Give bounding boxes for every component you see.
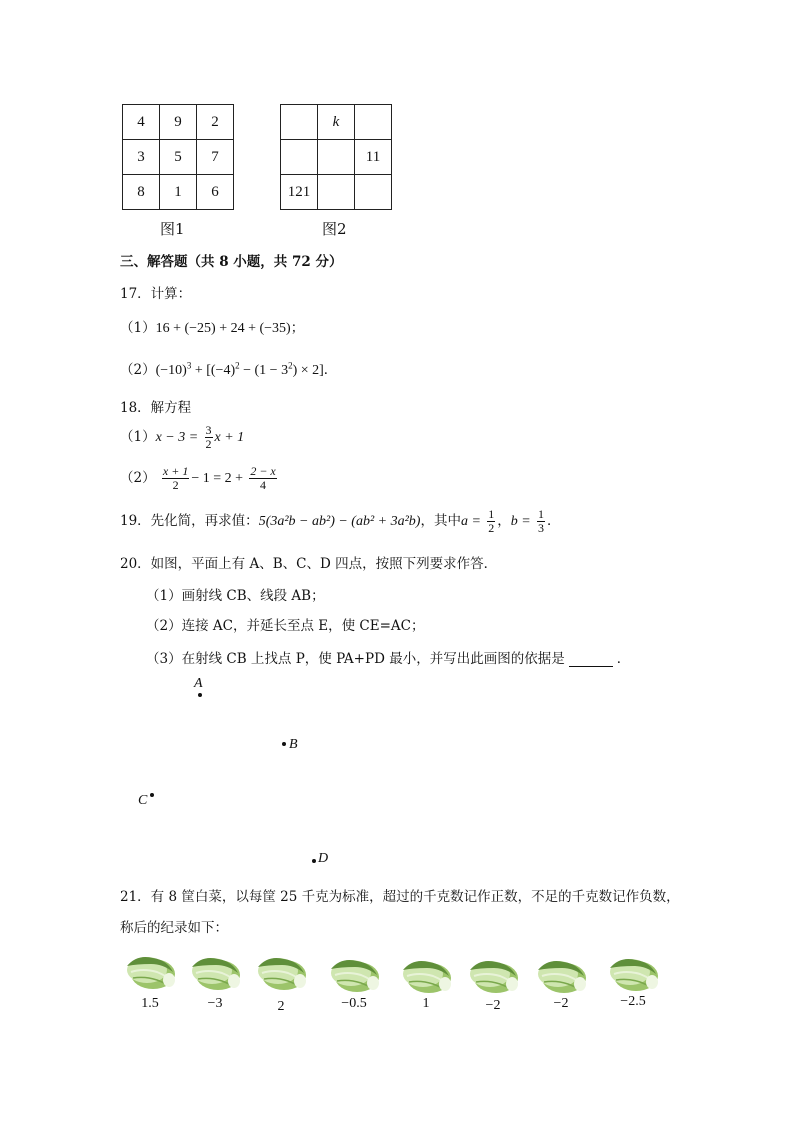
grid1-cell: 6: [197, 175, 234, 210]
q18-part1: [120, 424, 244, 451]
fraction-numerator: 2 − x: [250, 464, 276, 478]
q20-step-3: [146, 647, 630, 667]
grid2-cell: k: [318, 105, 355, 140]
q18-part2-fraction-2: [249, 465, 276, 492]
cabbage-icon: [254, 951, 308, 997]
q17-part2-end: ．: [323, 362, 338, 378]
q18-part2-fraction-1: [162, 465, 189, 492]
q18-title: 18．解方程: [120, 400, 192, 416]
q19-a-eq: a =: [460, 514, 481, 529]
q17-part2-expr-b: + [(−4): [191, 363, 236, 378]
q17-part2-exp-c: 2: [288, 360, 293, 371]
q19-b-eq: b =: [510, 514, 531, 529]
cabbage-weight-value: −2.5: [620, 994, 646, 1009]
q17-part1: [120, 316, 304, 337]
point-a-dot: [198, 693, 202, 697]
cabbage-weight-value: −3: [207, 996, 223, 1011]
point-b-label: B: [289, 737, 298, 752]
q20-step-3-end: ．: [616, 651, 631, 667]
q17-part2-exp-b: 2: [235, 360, 240, 371]
grid1-cell: 8: [123, 175, 160, 210]
cabbage-icon: [399, 954, 453, 1000]
cabbage-weight-value: −2: [553, 996, 569, 1011]
q17-part1-expr: 16 + (−25) + 24 + (−35): [155, 321, 291, 336]
q20-title: 20．如图，平面上有 A、B、C、D 四点，按照下列要求作答．: [120, 556, 498, 572]
q19-sep: ，: [497, 513, 511, 529]
q18-part1-label: （1）: [120, 429, 156, 445]
grid1-cell: 3: [123, 140, 160, 175]
fraction-numerator: 3: [205, 423, 212, 437]
q18-part2-mid: − 1 = 2 +: [191, 471, 244, 486]
grid1-cell: 7: [197, 140, 234, 175]
q20-step-2: （2）连接 AC，并延长至点 E，使 CE=AC；: [146, 618, 425, 634]
q19-expression: 5(3a²b − ab²) − (ab² + 3a²b): [258, 514, 421, 529]
grid2-cell: [355, 105, 392, 140]
q21-line-1: 21．有 8 筐白菜，以每筐 25 千克为标准，超过的千克数记作正数，不足的千克数记作负数，: [120, 889, 680, 905]
q17-title: 17．计算：: [120, 286, 192, 302]
grid2-caption: 图2: [322, 220, 347, 238]
q17-part1-label: （1）: [120, 320, 156, 336]
grid1-cell: 1: [160, 175, 197, 210]
q19-prefix: 19．先化简，再求值：: [120, 513, 259, 529]
q19-mid: ，其中: [420, 513, 461, 529]
grid2-cell: 11: [355, 140, 392, 175]
q18-part2-label: （2）: [120, 470, 156, 486]
grid1-cell: 4: [123, 105, 160, 140]
q17-part2-exp-a: 3: [186, 360, 192, 371]
q20-step-1: （1）画射线 CB、线段 AB；: [146, 588, 325, 604]
cabbage-weight-value: −2: [485, 998, 501, 1013]
q19-end: ．: [546, 513, 561, 529]
magic-square-grid-2: [280, 104, 392, 210]
q17-part2-expr-d: ) × 2]: [292, 363, 324, 378]
cabbage-icon: [466, 954, 520, 1000]
cabbage-weight-value: −0.5: [341, 996, 367, 1011]
point-a-label: A: [194, 676, 203, 691]
q17-part2-expr-c: − (1 − 3: [239, 363, 289, 378]
fraction-denominator: 2: [488, 521, 495, 535]
q20-step-3-text: （3）在射线 CB 上找点 P，使 PA+PD 最小，并写出此画图的依据是: [146, 651, 565, 667]
cabbage-weight-value: 2: [277, 999, 285, 1014]
point-d-dot: [312, 859, 316, 863]
grid2-cell: 121: [281, 175, 318, 210]
fraction-numerator: 1: [488, 507, 495, 521]
fraction-denominator: 4: [260, 478, 267, 492]
q18-part2: [120, 465, 279, 492]
point-b-dot: [282, 742, 286, 746]
fraction-numerator: x + 1: [162, 464, 189, 478]
point-c-label: C: [138, 793, 148, 808]
grid1-cell: 5: [160, 140, 197, 175]
q17-part1-end: ；: [290, 320, 305, 336]
q17-part2-label: （2）: [120, 362, 156, 378]
cabbage-icon: [327, 953, 381, 999]
section-heading: 三、解答题（共 8 小题，共 72 分）: [120, 254, 343, 270]
fraction-numerator: 1: [537, 507, 544, 521]
cabbage-icon: [188, 951, 242, 997]
fraction-denominator: 2: [172, 478, 179, 492]
magic-square-grid-1: [122, 104, 234, 210]
q21-line-2: 称后的纪录如下：: [120, 920, 228, 936]
grid2-cell: [281, 140, 318, 175]
point-c-dot: [150, 793, 154, 797]
q18-part1-rhs: x + 1: [214, 430, 245, 445]
q18-part1-lhs: x − 3 =: [155, 430, 199, 445]
grid2-cell: [355, 175, 392, 210]
fraction-denominator: 2: [205, 437, 212, 451]
point-d-label: D: [318, 851, 329, 866]
answer-blank: [569, 654, 613, 667]
grid2-cell: [318, 175, 355, 210]
cabbage-weight-value: 1: [422, 996, 430, 1011]
grid2-cell: [318, 140, 355, 175]
q17-part2: [120, 358, 337, 379]
q19-line: [120, 508, 560, 535]
grid1-caption: 图1: [160, 220, 185, 238]
q19-a-fraction: [487, 508, 495, 535]
cabbage-icon: [534, 954, 588, 1000]
cabbage-weight-value: 1.5: [141, 996, 159, 1011]
fraction-denominator: 3: [537, 521, 544, 535]
grid1-cell: 2: [197, 105, 234, 140]
cabbage-icon: [606, 952, 660, 998]
q18-part1-fraction: [205, 424, 213, 451]
q17-part2-expr-a: (−10): [155, 363, 187, 378]
grid1-cell: 9: [160, 105, 197, 140]
q19-b-fraction: [537, 508, 545, 535]
cabbage-icon: [123, 950, 177, 996]
grid2-cell: [281, 105, 318, 140]
